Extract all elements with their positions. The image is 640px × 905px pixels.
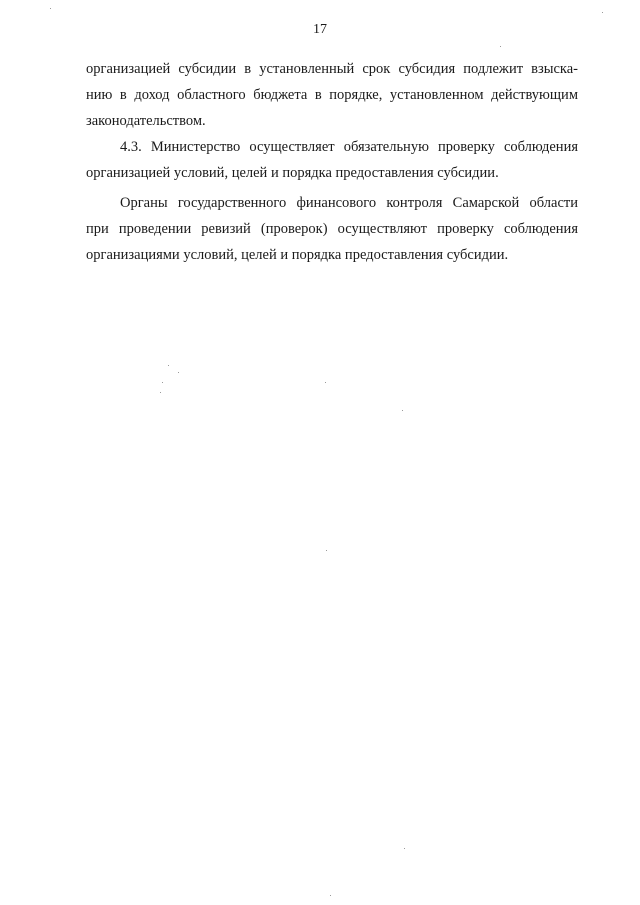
scan-speck	[178, 372, 179, 373]
page-number: 17	[313, 22, 327, 37]
scan-speck	[162, 382, 163, 383]
scan-speck	[50, 8, 51, 9]
scan-speck	[330, 895, 331, 896]
text-line: Органы государственного финансового контроля Самарской области	[120, 195, 578, 211]
scan-speck	[500, 46, 501, 47]
scan-speck	[160, 392, 161, 393]
text-line: организацией условий, целей и порядка предоставления субсидии.	[86, 165, 499, 181]
paragraph-4-3	[86, 134, 578, 186]
scan-speck	[404, 848, 405, 849]
scan-speck	[168, 365, 169, 366]
paragraph-recovery-clause	[86, 56, 578, 134]
text-line: законодательством.	[86, 113, 206, 129]
paragraph-financial-control	[86, 190, 578, 268]
scan-speck	[602, 12, 603, 13]
scan-speck	[326, 550, 327, 551]
text-line: организацией субсидии в установленный срок субсидия подлежит взыска-	[86, 61, 578, 77]
text-line: организациями условий, целей и порядка предоставления субсидии.	[86, 247, 509, 263]
scan-speck	[402, 410, 403, 411]
document-body	[86, 56, 578, 268]
text-line: нию в доход областного бюджета в порядке, установленном действующим	[86, 87, 578, 103]
scan-speck	[325, 382, 326, 383]
text-line: 4.3. Министерство осуществляет обязательную проверку соблюдения	[120, 139, 578, 155]
text-line: при проведении ревизий (проверок) осуществляют проверку соблюдения	[86, 221, 578, 237]
